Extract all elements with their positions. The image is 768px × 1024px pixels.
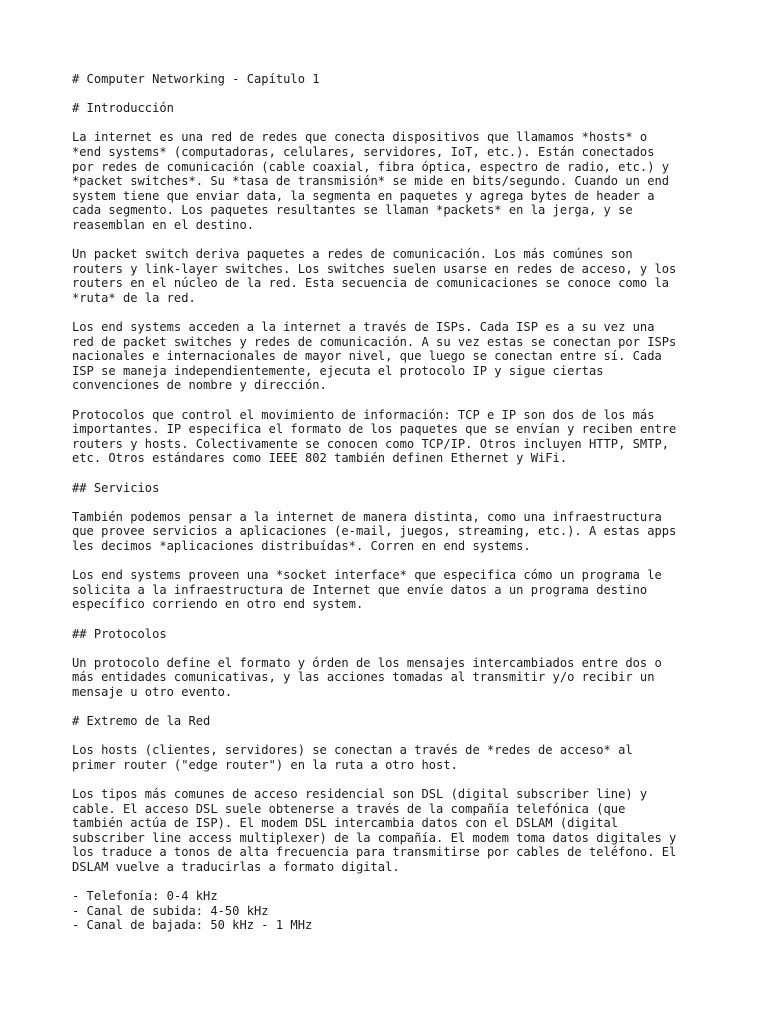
paragraph-services-infrastructure: También podemos pensar a la internet de manera distinta, como una infraestructura que provee servicios a aplicaciones (e-mail, juegos, streaming, etc.). A estas apps les decimos *aplicaciones distribuídas*. Corren en end systems. bbox=[72, 509, 677, 553]
section-heading-extremo-de-la-red: # Extremo de la Red bbox=[72, 714, 211, 729]
paragraph-access-networks: Los hosts (clientes, servidores) se conectan a través de *redes de acceso* al primer router ("edge router") en la ruta a otro host. bbox=[72, 743, 633, 772]
document-page bbox=[72, 72, 712, 933]
paragraph-internet-definition: La internet es una red de redes que conecta dispositivos que llamamos *hosts* o *end systems* (computadoras, celulares, servidores, IoT, etc.). Están conectados por redes de comunicación (cable coaxial, fibra óptica, espectro de radio, etc.) y *packet switches*. Su *tasa de transmisión* se mide en bits/segundo. Cuando un end system tiene que enviar data, la segmenta en paquetes y agrega bytes de header a cada segmento. Los paquetes resultantes se llaman *packets* en la jerga, y se reasemblan en el destino. bbox=[72, 130, 670, 232]
section-heading-introduccion: # Introducción bbox=[72, 101, 174, 116]
paragraph-packet-switch: Un packet switch deriva paquetes a redes de comunicación. Los más comúnes son routers y link-layer switches. Los switches suelen usarse en redes de acceso, y los routers en el núcleo de la red. Esta secuencia de comunicaciones se conoce como la *ruta* de la red. bbox=[72, 247, 677, 305]
subsection-heading-servicios: ## Servicios bbox=[72, 480, 160, 495]
paragraph-protocols: Protocolos que control el movimiento de información: TCP e IP son dos de los más importantes. IP especifica el formato de los paquetes que se envían y reciben entre routers y hosts. Colectivamente se conocen como TCP/IP. Otros incluyen HTTP, SMTP, etc. Otros estándares como IEEE 802 también definen Ethernet y WiFi. bbox=[72, 407, 677, 466]
paragraph-dsl-access: Los tipos más comunes de acceso residencial son DSL (digital subscriber line) y cable. El acceso DSL suele obtenerse a través de la compañía telefónica (que también actúa de ISP). El modem DSL intercambia datos con el DSLAM (digital subscriber line access multiplexer) de la compañía. El modem toma datos digitales y los traduce a tonos de alta frecuencia para transmitirse por cables de teléfono. El DSLAM vuelve a traducirlas a formato digital. bbox=[72, 787, 677, 875]
paragraph-protocol-definition: Un protocolo define el formato y órden de los mensajes intercambiados entre dos o más entidades comunicativas, y las acciones tomadas al transmitir y/o recibir un mensaje u otro evento. bbox=[72, 655, 662, 699]
frequency-list: - Telefonía: 0-4 kHz - Canal de subida: 4-50 kHz - Canal de bajada: 50 kHz - 1 MHz bbox=[72, 889, 313, 933]
paragraph-socket-interface: Los end systems proveen una *socket interface* que especifica cómo un programa le solicita a la infraestructura de Internet que envíe datos a un programa destino específico corriendo en otro end system. bbox=[72, 568, 662, 612]
subsection-heading-protocolos: ## Protocolos bbox=[72, 626, 167, 641]
chapter-title: # Computer Networking - Capítulo 1 bbox=[72, 72, 320, 86]
paragraph-isps: Los end systems acceden a la internet a través de ISPs. Cada ISP es a su vez una red de packet switches y redes de comunicación. A su vez estas se conectan por ISPs nacionales e internacionales de mayor nivel, que luego se conectan entre sí. Cada ISP se maneja independientemente, ejecuta el protocolo IP y sigue ciertas convenciones de nombre y dirección. bbox=[72, 320, 677, 393]
